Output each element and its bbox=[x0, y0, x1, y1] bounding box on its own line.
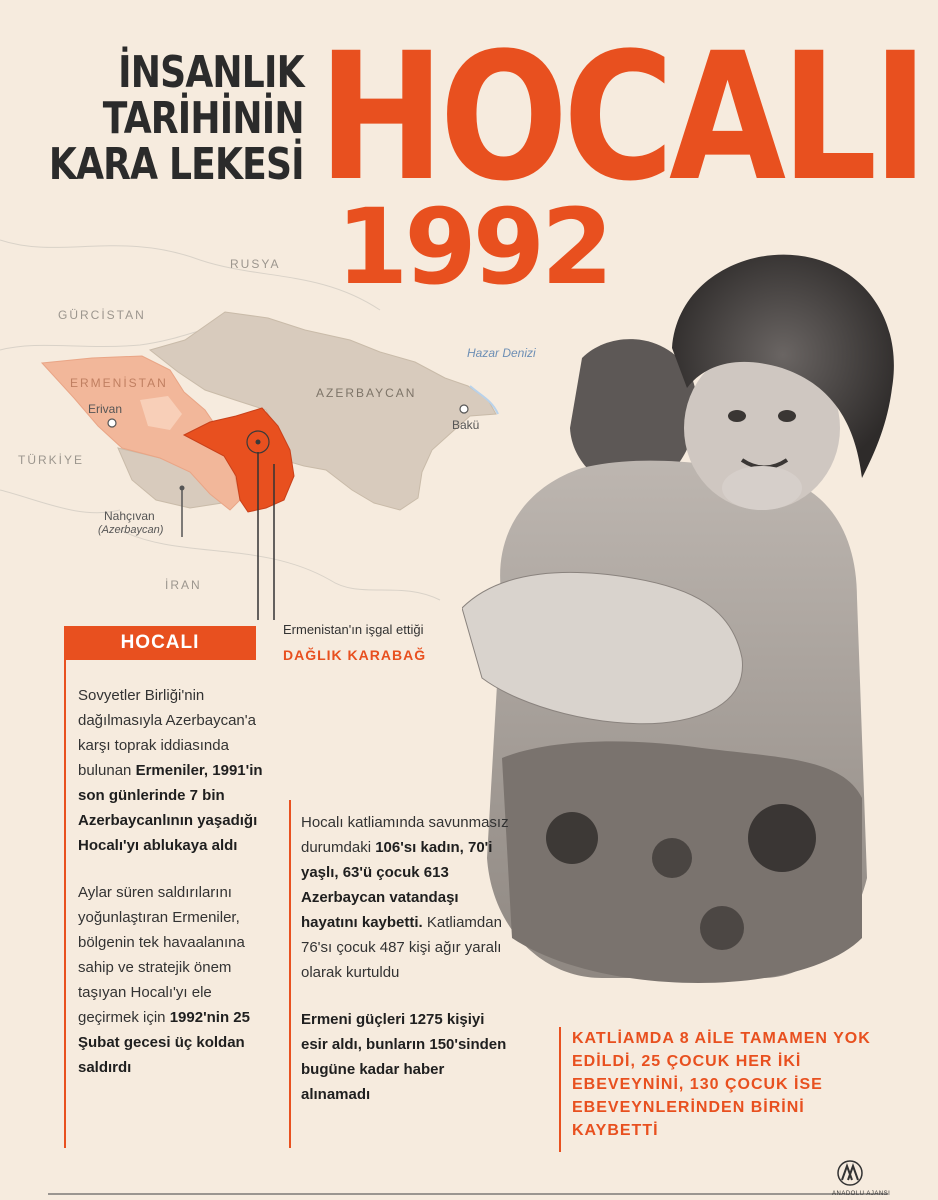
massacre-section-text bbox=[301, 810, 511, 1129]
subtitle-line-3: KARA LEKESİ bbox=[49, 139, 304, 190]
subtitle-line-1: İNSANLIK bbox=[118, 47, 305, 98]
map-border-line bbox=[0, 490, 120, 513]
child-hand bbox=[722, 466, 802, 510]
main-year: 1992 bbox=[336, 186, 610, 308]
label-azerbaijan: AZERBAYCAN bbox=[316, 386, 417, 400]
agency-logo-name: ANADOLU AJANSI bbox=[832, 1191, 891, 1197]
hocali-marker-dot bbox=[256, 440, 261, 445]
hocali-section-text bbox=[78, 683, 273, 1102]
skirt-pattern bbox=[748, 804, 816, 872]
label-yerevan: Erivan bbox=[88, 402, 123, 416]
label-iran: İRAN bbox=[165, 578, 202, 592]
nakhchivan-marker bbox=[180, 486, 185, 491]
label-nakhchivan: Nahçıvan bbox=[104, 509, 155, 523]
child-eye bbox=[728, 410, 746, 422]
callout-line bbox=[559, 1027, 561, 1152]
label-armenia: ERMENİSTAN bbox=[70, 376, 168, 390]
map-border-line bbox=[0, 240, 380, 310]
child-eye bbox=[778, 410, 796, 422]
skirt-pattern bbox=[546, 812, 598, 864]
label-georgia: GÜRCİSTAN bbox=[58, 308, 146, 322]
karabakh-name: DAĞLIK KARABAĞ bbox=[283, 647, 427, 663]
label-russia: RUSYA bbox=[230, 257, 281, 271]
agency-logo bbox=[832, 1160, 891, 1197]
massacre-section-line bbox=[289, 800, 291, 1148]
label-baku: Bakü bbox=[452, 418, 480, 432]
yerevan-marker bbox=[108, 419, 116, 427]
main-title: HOCALI bbox=[318, 15, 924, 220]
hocali-section-line bbox=[64, 626, 66, 1148]
hocali-paragraph-2: Aylar süren saldırılarını yoğunlaştıran Ermeniler, bölgenin tek havaalanına sahip ve stratejik önem taşıyan Hocalı'yı ele geçirmek için 1992'nin 25 Şubat gecesi üç koldan saldırdı bbox=[78, 884, 250, 1076]
skirt-pattern bbox=[700, 906, 744, 950]
hocali-section-label: HOCALI bbox=[64, 626, 256, 660]
label-nakhchivan-note: (Azerbaycan) bbox=[98, 524, 164, 536]
callout-text: KATLİAMDA 8 AİLE TAMAMEN YOK EDİLDİ, 25 ÇOCUK HER İKİ EBEVEYNİNİ, 130 ÇOCUK İSE EBEVEYNLERİNDEN BİRİNİ KAYBETTİ bbox=[572, 1030, 871, 1139]
child-photo bbox=[462, 238, 902, 998]
karabakh-intro: Ermenistan'ın işgal ettiği bbox=[283, 622, 424, 637]
label-turkey: TÜRKİYE bbox=[18, 453, 85, 467]
massacre-paragraph-1: Hocalı katliamında savunmasız durumdaki 106'sı kadın, 70'i yaşlı, 63'ü çocuk 613 Azerbaycan vatandaşı hayatını kaybetti. Katliamdan 76'sı çocuk 487 kişi ağır yaralı olarak kurtuldu bbox=[301, 814, 509, 981]
skirt-pattern bbox=[652, 838, 692, 878]
massacre-paragraph-2: Ermeni güçleri 1275 kişiyi esir aldı, bunların 150'sinden bugüne kadar haber alınamadı bbox=[301, 1011, 507, 1103]
subtitle-heading bbox=[49, 47, 305, 190]
subtitle-line-2: TARİHİNİN bbox=[102, 93, 305, 144]
hocali-paragraph-1: Sovyetler Birliği'nin dağılmasıyla Azerbaycan'a karşı toprak iddiasında bulunan Ermeniler, 1991'in son günlerinde 7 bin Azerbaycanlının yaşadığı Hocalı'yı ablukaya aldı bbox=[78, 687, 263, 854]
agency-logo-icon bbox=[835, 1160, 865, 1186]
label-caspian: Hazar Denizi bbox=[467, 346, 536, 360]
